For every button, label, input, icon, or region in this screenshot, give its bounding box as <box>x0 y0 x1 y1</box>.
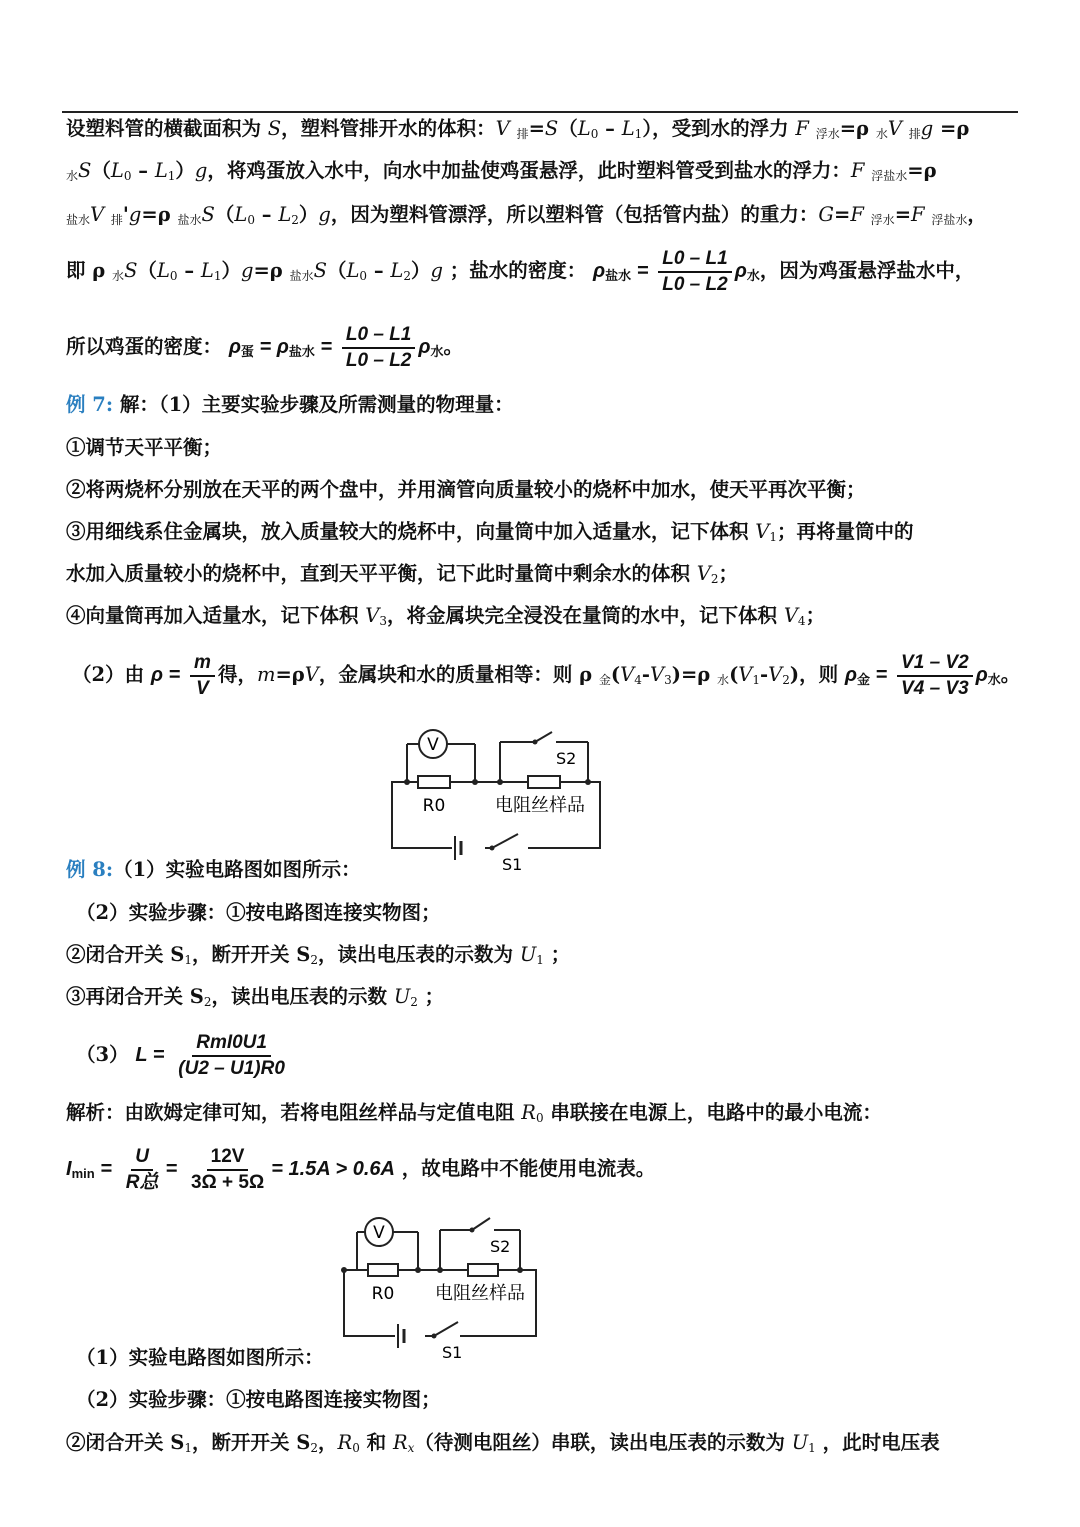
voltmeter-label: V <box>427 735 439 755</box>
ex8-step-3: ②闭合开关 $S_1$，断开开关 $S_2$，读出电压表的示数为 $U_1$ ； <box>66 943 571 967</box>
ex7-step-1: ①调节天平平衡； <box>66 436 223 459</box>
ex8-step-4: ③再闭合开关 $S_2$，读出电压表的示数 $U_2$ ； <box>66 985 445 1009</box>
rho-def-fraction <box>190 652 215 700</box>
ex7-step-2: ②将两烧杯分别放在天平的两个盘中，并用滴管向质量较小的烧杯中加水，使天平再次平衡； <box>66 478 866 501</box>
ex7-header <box>66 391 1026 419</box>
ex8-part-3: （3） L = $\frac{\text{RmI0U1}}{(U2 - U1)R0}$ <box>76 1030 1036 1080</box>
rho-egg-den: L0 – L2 <box>345 349 412 371</box>
imin-line: $I_{min}$ = $\frac{U}{\text{R总}}$ = $\frac{12V}{3\Omega + 5\Omega}$ = 1.5A > 0.6A ，故电路中不能使用电流表。 <box>66 1145 656 1193</box>
ex8-step-2: （2）实验步骤：①按电路图连接实物图； <box>76 901 441 924</box>
imin-frac-2 <box>187 1146 268 1194</box>
imin-frac-1 <box>122 1146 163 1194</box>
rho-metal-fraction <box>897 652 973 700</box>
rho-salt-num: L0 – L1 <box>658 248 731 273</box>
para-line-4-tail: ，因为鸡蛋悬浮盐水中， <box>759 259 975 282</box>
rho-salt-fraction <box>658 248 731 296</box>
ex7-step-4: ④向量筒再加入适量水，记下体积 $V_3$，将金属块完全浸没在量筒的水中，记下体积 $V_4$； <box>66 604 826 628</box>
analysis-line: 解析：由欧姆定律可知，若将电阻丝样品与定值电阻 $R_0$ 串联接在电源上，电路中的最小电流： <box>66 1101 882 1125</box>
ex7-step-3a: ③用细线系住金属块，放入质量较大的烧杯中，向量筒中加入适量水，记下体积 $V_1$；再将量筒中的 <box>66 520 914 544</box>
circuit-diagram-1 <box>380 720 610 878</box>
ex7-title: 解：（1）主要实验步骤及所需测量的物理量： <box>113 393 514 416</box>
ex8-part-3-label: （3） <box>76 1043 129 1066</box>
rho-egg-formula: $\rho_蛋 = \rho_{盐水}$ = <box>228 336 333 359</box>
para-line-3: $_{盐水}$V $_排$'g=ρ $_{盐水}S(L_0 - L_2)g$，因为塑料管漂浮，所以塑料管（包括管内盐）的重力：G=F $_{浮水}$=F $_{浮盐水}$， <box>66 203 987 227</box>
sample-label-2: 电阻丝样品 <box>435 1283 525 1304</box>
imin-frac-1-den: R总 <box>125 1171 159 1193</box>
para-line-1: 设塑料管的横截面积为 S，塑料管排开水的体积：V $_排=S(L_0 - L_1)$，受到水的浮力 F $_{浮水}$=ρ $_水$V $_排$g =ρ <box>66 117 970 141</box>
rho-salt-formula: $\rho_{盐水}$ = <box>593 260 649 283</box>
imin-tail: ，故电路中不能使用电流表。 <box>401 1157 656 1180</box>
imin-frac-2-den: 3Ω + 5Ω <box>190 1171 265 1193</box>
s1-label-2: S1 <box>442 1343 463 1362</box>
ex7-part-2: （2）由 ρ = $\frac{m}{V}$ 得，m=ρV，金属块和水的质量相等：则 ρ $_金(V_4-V_3)=\rho$ $_水(V_1-V_2)$，则 $\rho_金$ = $\frac{V1 - V2}{V4 - V3}$ $\rho_水$。 <box>72 651 1021 699</box>
ex7-label: 例 7: <box>66 393 114 416</box>
ex8-label: 例 8: <box>66 858 114 881</box>
rho-salt-den: L0 – L2 <box>662 273 728 295</box>
c2-step-2: （2）实验步骤：①按电路图连接实物图； <box>76 1388 441 1411</box>
circuit-diagram-2 <box>330 1208 560 1366</box>
egg-density-label: 所以鸡蛋的密度： <box>66 335 223 358</box>
para-line-2: $_水S(L_0 - L_1)g$，将鸡蛋放入水中，向水中加盐使鸡蛋悬浮，此时塑料管受到盐水的浮力：F $_{浮盐水}$=ρ <box>66 159 937 183</box>
c2-step-3: ②闭合开关 $S_1$，断开开关 $S_2$，$R_0$ 和 $R_x$（待测电阻丝）串联，读出电压表的示数为 $U_1$ ，此时电压表 <box>66 1431 940 1455</box>
imin-frac-2-num: 12V <box>207 1146 249 1171</box>
rho-def-num: m <box>190 652 215 677</box>
rho-egg-num: L0 – L1 <box>342 324 415 349</box>
s1-label: S1 <box>502 855 523 874</box>
rho-egg-fraction <box>342 324 415 372</box>
imin-result: = 1.5A > 0.6A <box>271 1158 395 1180</box>
s2-label-2: S2 <box>490 1237 511 1256</box>
ex8-title: （1）实验电路图如图所示： <box>113 858 361 881</box>
L-num: RmI0U1 <box>192 1032 271 1057</box>
ex7-part-2-label: （2）由 <box>72 663 145 686</box>
L-den: (U2 – U1)R0 <box>178 1057 285 1079</box>
rho-metal-num: V1 – V2 <box>897 652 973 677</box>
imin-frac-1-num: U <box>131 1146 153 1171</box>
r0-label-2: R0 <box>371 1284 395 1304</box>
para-line-4: 即 ρ $_水S(L_0 - L_1)g=\rho$ $_{盐水}S(L_0 - L_2)g$ ；盐水的密度： $\rho_{盐水}$ = $\frac{L0 - L1}{L0 - L2}$ $\rho_水$，因为鸡蛋悬浮盐水中， <box>66 247 975 295</box>
L-fraction <box>174 1032 289 1080</box>
voltmeter-label-2: V <box>373 1223 385 1243</box>
c2-step-1: （1）实验电路图如图所示： <box>76 1346 324 1369</box>
para-line-5: 所以鸡蛋的密度： $\rho_蛋 = \rho_{盐水}$ = $\frac{L0 - L1}{L0 - L2}$ $\rho_水$。 <box>66 323 464 371</box>
top-rule <box>62 111 1018 113</box>
r0-label: R0 <box>422 796 446 816</box>
ex8-header <box>66 856 1026 884</box>
rho-def-den: V <box>196 677 209 699</box>
s2-label: S2 <box>556 749 577 768</box>
ex7-step-3b: 水加入质量较小的烧杯中，直到天平平衡，记下此时量筒中剩余水的体积 $V_2$； <box>66 562 739 586</box>
sample-label: 电阻丝样品 <box>495 795 585 816</box>
rho-metal-den: V4 – V3 <box>901 677 969 699</box>
